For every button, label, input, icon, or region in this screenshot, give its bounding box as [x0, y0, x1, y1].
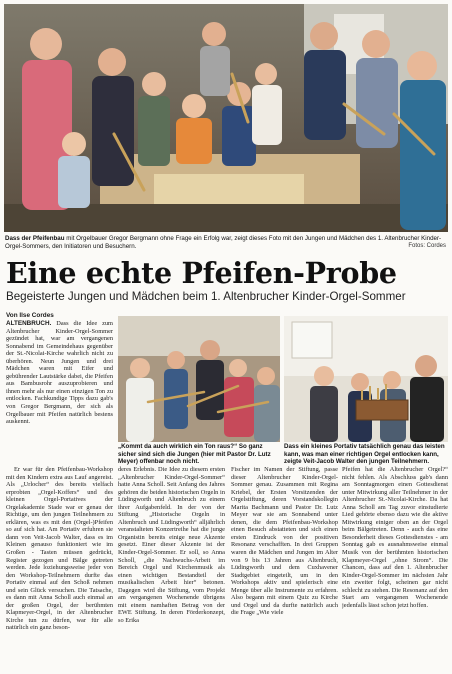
pipe-test-photo — [118, 316, 280, 442]
article-column-2 — [118, 466, 225, 672]
group-photo — [4, 4, 448, 232]
caption-lead: Dass der Pfeifenbau — [5, 235, 65, 242]
article-column-1 — [6, 466, 113, 672]
portativ-photo — [284, 316, 448, 442]
column-text: deres Erlebnis. Die Idee zu diesem ersten „Altenbrucher Kinder-Orgel-Sommer“ hatte Anna Scholl. Seit Anfang des Jahres gehören die beiden historischen Orgeln in Lüdingworth und Altenbruch zu einem ihrer Aufgabenfeld. In der von der Stiftung „Historische Orgeln in Altenbruch und Lüdingworth“ alljährlich veranstalteten Konzertreihe hat die junge Organistin bereits einige neue Akzente gesetzt. Einer dieser Akzente ist der Kinder-Orgel-Sommer. Er soll, so Anna Scholl, „die Nachwuchs-Arbeit im Bereich Orgel und Kirchenmusik als einen wichtigen Bestandteil der musikalischen Arbeit hier“ betonen. Dagegen wird die Stiftung, vom Projekt am vergangenen Wochenende übrigens mit einem namhaften Betrag von der EWE Stiftung. In deren Förderkonzept, so Erika — [118, 466, 225, 624]
left-photo-caption: „Kommt da auch wirklich ein Ton raus?“ So ganz sicher sind sich die Jungen (hier mit Pastor Dr. Lutz Meyer) offenbar noch nicht. — [118, 443, 271, 466]
headline: Eine echte Pfeifen-Probe — [6, 256, 397, 290]
top-photo-caption — [5, 235, 445, 250]
column-text: Pfeifen hat die Altenbrucher Orgel?“ nicht fehlen. Als Abschluss gab's dann am Sonntagmorgen einen Gottesdienst unter Mitwirkung aller Teilnehmer in der Altenbrucher St.-Nicolai-Kirche. Da hat Anna Scholl am Tag zuvor einstudierte Lied gehörte ebenso dazu wie die aktive Mitwirkung einiger oben an der Orgel beim Bälgetreten. Denn - auch das eine Besonderheit dieses Gottesdienstes - am Sonntag gab es ausnahmsweise einmal Musik von der berühmten historischen Klapmeyer-Orgel „ohne Strom“. Die Chancen, dass auf den 1. Altenbrucher Kinder-Orgel-Sommer im nächsten Jahr ein zweiter folgt, scheinen gar nicht schlecht zu stehen. Die Resonanz auf den Start am vergangenen Wochenende jedenfalls lässt schon jetzt hoffen. — [342, 466, 448, 609]
column-text: Fischer im Namen der Stiftung, passe dieser Altenbrucher Kinder-Orgel-Sommer genau. Zusammen mit Regina Kriebel, der Ersten Vorsitzenden der Orgelstiftung, deren Vorstandskollegin Marita Bachmann und Pastor Dr. Lutz Meyer war sie am Sonnabend unter denen, die dem Pfeifenbau-Workshop einen Besuch abstatteten und sich einen ersten Eindruck von der positiven Resonanz verschafften. In drei Gruppen waren die Mädchen und Jungen im Alter von 9 bis 13 Jahren aus Altenbruch, Lüdingworth und dem Cuxhavener Stadtgebiet eingeteilt, um in den Workshops aktiv und spielerisch eine Menge über alle Instrumente zu erfahren. Also begann mit einem Quiz zu Kirche und Orgel und da durfte natürlich auch die Frage „Wie viele — [231, 466, 338, 617]
intro-paragraph — [6, 320, 113, 426]
article-column-4 — [342, 466, 448, 672]
article-column-3 — [231, 466, 338, 672]
photo-credit: Fotos: Cordes — [408, 243, 446, 249]
right-photo-caption: Dass ein kleines Portativ tatsächlich genau das leisten kann, was man einer richtigen Orgel entlocken kann, zeigte Veit-Jacob Walter den jungen Teilnehmern. — [284, 443, 445, 466]
intro-text: Dass die Idee zum Altenbrucher Kinder-Orgel-Sommer gezündet hat, war am vergangenen Sonnabend im Gemeindehaus gegenüber der St.-Nicolai-Kirche wahrlich nicht zu überhören. Neun Jungen und drei Mädchen waren mit Eifer und gebührender Lautstärke dabei, die Pfeifen aus Bambusrohr auszuprobieren und ihnen mehr als nur einen einzigen Ton zu entlocken. Fachkundige Tipps dazu gab's von Gregor Bergmann, der sich als Orgelbauer mit Pfeifen natürlich bestens auskennt. — [6, 320, 113, 426]
subheadline: Begeisterte Jungen und Mädchen beim 1. Altenbrucher Kinder-Orgel-Sommer — [6, 290, 406, 303]
column-text: Er war für den Pfeifenbau-Workshop mit den Kindern extra aus Lauf angereist. Als „Urlocher“ des bereits vielfach erprobten „Orgel-Koffers“ und des kleinen Orgel-Portatives der Orgelakademie Stade war er genau der Richtige, um den jungen Teilnehmern zu erklären, was es mit den (Orgel-)Pfeifen so auf sich hat. Am Portativ erfuhren sie dann von Veit-Jacob Walter, dass es im Kleinen genauso funktioniert wie im Großen - Tasten müssen gedrückt, Register gezogen und Bälge getreten werden. Jede loziehungsweise jeder von den Workshop-Teilnehmern durfte das Portativ einmal auf den Schoß nehmen und sein Glück versuchen. Die Tatsache, es dann mit Anna Scholl auch einmal an der großen Orgel, der berühmten Klapmeyer-Orgel, in der Altenbrucher Kirche tun zu dürfen, war für alle natürlich ein ganz beson- — [6, 466, 113, 632]
caption-text: mit Orgelbauer Gregor Bergmann ohne Frage ein Erfolg war, zeigt dieses Foto mit den Jungen und Mädchen des 1. Altenbrucher Kinder-Orgel-Sommers, den Initiatoren und Besuchern. — [5, 235, 442, 250]
dateline: ALTENBRUCH. — [6, 320, 52, 327]
byline: Von Ilse Cordes — [6, 312, 54, 319]
